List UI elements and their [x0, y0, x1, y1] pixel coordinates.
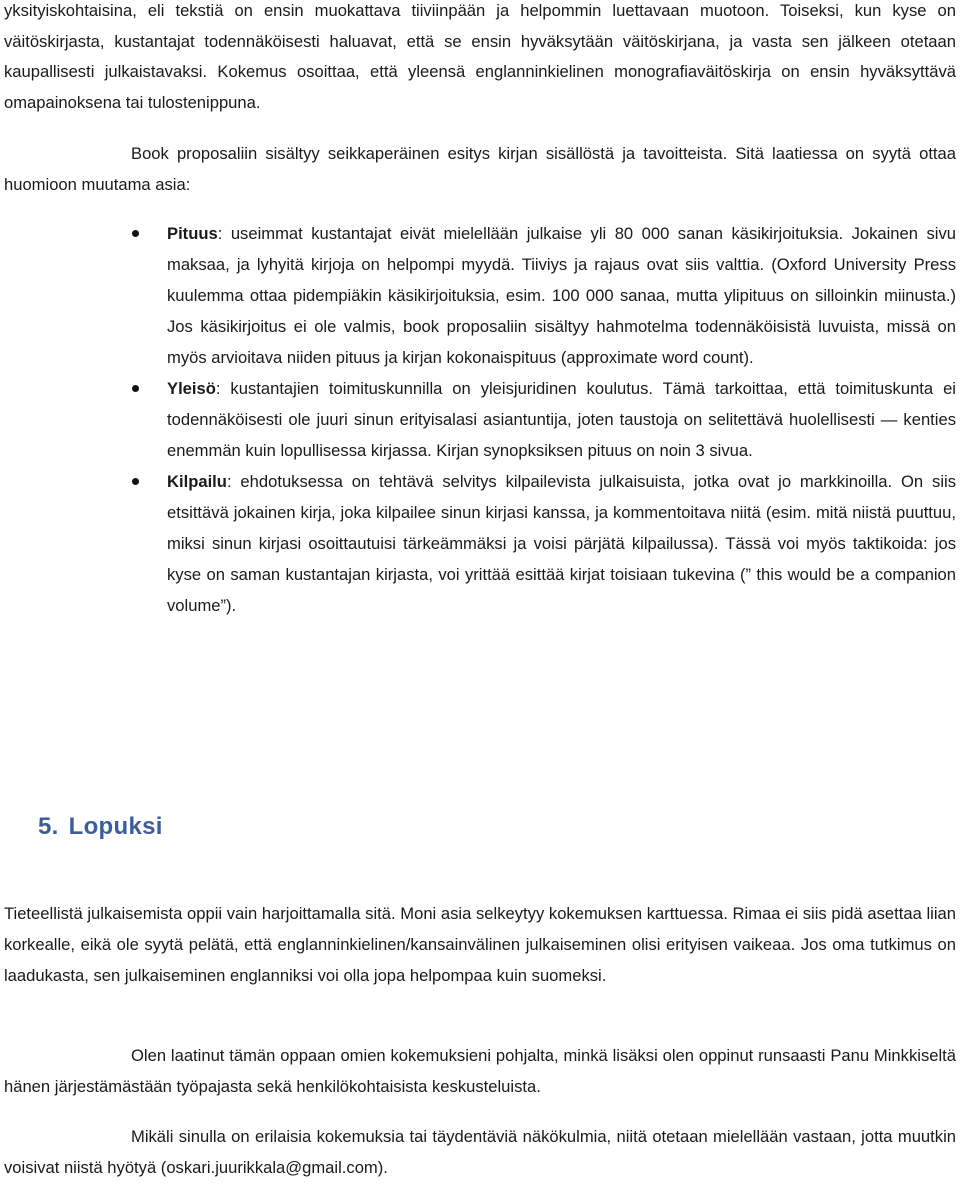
- bullet-icon: [132, 230, 139, 237]
- list-item-text: : kustantajien toimituskunnilla on yleisjuridinen koulutus. Tämä tarkoittaa, että toimituskunta ei todennäköisesti ole juuri sinun erityisalasi asiantuntija, joten taustoja on selitettävä huolellisesti — kenties enemmän kuin lopullisessa kirjassa. Kirjan synopksiksen pituus on noin 3 sivua.: [167, 379, 956, 460]
- considerations-list: [4, 218, 956, 621]
- section-heading: [38, 813, 163, 841]
- intro-paragraph: yksityiskohtaisina, eli tekstiä on ensin muokattava tiiviinpään ja helpommin luettavaan muotoon. Toiseksi, kun kyse on väitöskirjasta, kustantajat todennäköisesti haluavat, että se ensin hyväksytään väitöskirjana, ja vasta sen jälkeen otetaan kaupallisesti julkaistavaksi. Kokemus osoittaa, että yleensä englanninkielinen monografiaväitöskirja on ensin hyväksyttävä omapainoksena tai tulostenippuna.: [4, 1, 956, 112]
- bullet-icon: [132, 478, 139, 485]
- list-item-kilpailu: [4, 466, 956, 621]
- book-proposal-paragraph: Book proposaliin sisältyy seikkaperäinen esitys kirjan sisällöstä ja tavoitteista. Sitä laatiessa on syytä ottaa huomioon muutama asia:: [4, 144, 956, 194]
- section-title: Lopuksi: [68, 813, 163, 840]
- list-item-pituus: [4, 218, 956, 373]
- list-item-term: Kilpailu: [167, 472, 227, 491]
- closing-paragraph-1: Tieteellistä julkaisemista oppii vain harjoittamalla sitä. Moni asia selkeytyy kokemuksen karttuessa. Rimaa ei siis pidä asettaa liian korkealle, eikä ole syytä pelätä, että englanninkielinen/kansainvälinen julkaiseminen olisi erityisen vaikeaa. Jos oma tutkimus on laadukasta, sen julkaiseminen englanniksi voi olla jopa helpompaa kuin suomeksi.: [4, 904, 956, 985]
- section-number: 5.: [38, 813, 59, 840]
- list-item-yleiso: [4, 373, 956, 466]
- bullet-icon: [132, 385, 139, 392]
- list-item-text: : useimmat kustantajat eivät mielellään julkaise yli 80 000 sanan käsikirjoituksia. Jokainen sivu maksaa, ja lyhyitä kirjoja on helpompi myydä. Tiiviys ja rajaus ovat siis valttia. (Oxford University Press kuulemma ottaa pidempiäkin käsikirjoituksia, esim. 100 000 sanaa, mutta ylipituus on silloinkin miinusta.) Jos käsikirjoitus ei ole valmis, book proposaliin sisältyy hahmotelma todennäköisistä luvuista, missä on myös arvioitava niiden pituus ja kirjan kokonaispituus (approximate word count).: [167, 224, 956, 367]
- list-item-term: Yleisö: [167, 379, 216, 398]
- list-item-term: Pituus: [167, 224, 218, 243]
- closing-paragraph-2: Olen laatinut tämän oppaan omien kokemuksieni pohjalta, minkä lisäksi olen oppinut runsaasti Panu Minkkiseltä hänen järjestämästään työpajasta sekä henkilökohtaisista keskusteluista.: [4, 1046, 956, 1096]
- list-item-text: : ehdotuksessa on tehtävä selvitys kilpailevista julkaisuista, jotka ovat jo markkinoilla. On siis etsittävä jokainen kirja, joka kilpailee sinun kirjasi kanssa, ja kommentoitava niitä (esim. mitä niistä puuttuu, miksi sinun kirjasi osoittautuisi tärkeämmäksi ja voisi pärjätä kilpailussa). Tässä voi myös taktikoida: jos kyse on saman kustantajan kirjasta, voi yrittää esittää kirjat toisiaan tukevina (” this would be a companion volume”).: [167, 472, 956, 615]
- closing-paragraph-3: Mikäli sinulla on erilaisia kokemuksia tai täydentäviä näkökulmia, niitä otetaan mielellään vastaan, jotta muutkin voisivat niistä hyötyä (oskari.juurikkala@gmail.com).: [4, 1127, 956, 1177]
